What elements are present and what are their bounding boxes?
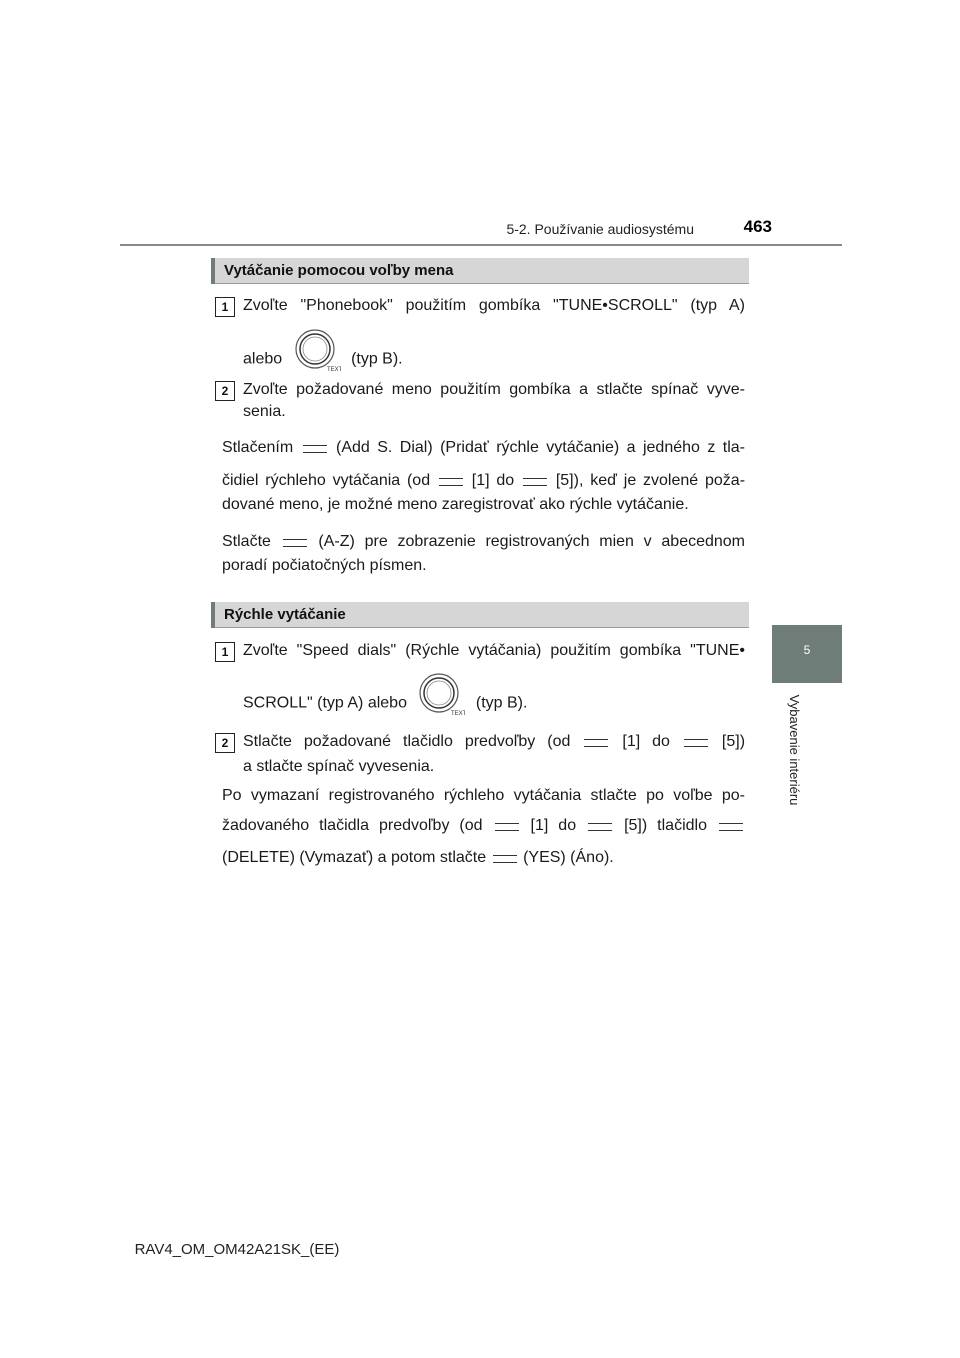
note-text: dované meno, je možné meno zaregistrovať ako rýchle vytáčanie.	[222, 496, 689, 513]
step-number: 1	[215, 297, 235, 317]
step-text: Stlačte požadované tlačidlo predvoľby (od [1] do [5])	[243, 733, 746, 750]
button-icon	[523, 476, 547, 486]
page-header	[120, 212, 842, 246]
button-icon	[303, 443, 327, 453]
chapter-number: 5	[803, 643, 811, 657]
svg-text:TEXT: TEXT	[326, 367, 341, 373]
button-icon	[495, 821, 519, 831]
note-text: čidiel rýchleho vytáčania (od [1] do [5]), keď je zvolené poža-	[222, 472, 746, 489]
button-icon	[584, 737, 608, 747]
step-number: 1	[215, 642, 235, 662]
button-icon	[283, 537, 307, 547]
chapter-tab	[772, 625, 842, 683]
tune-knob-icon	[417, 671, 465, 736]
button-icon	[684, 737, 708, 747]
button-icon	[588, 821, 612, 831]
svg-text:TEXT: TEXT	[451, 711, 466, 717]
document-code-footer: RAV4_OM_OM42A21SK_(EE)	[134, 1241, 340, 1258]
note-text: poradí počiatočných písmen.	[222, 557, 427, 574]
section-heading-name-dialing	[211, 258, 749, 284]
note-text: Stlačte (A-Z) pre zobrazenie registrovaných mien v abecednom	[222, 533, 746, 550]
step-text: alebo TEXT (typ B).	[243, 327, 403, 373]
section-reference: 5-2. Používanie audiosystému	[506, 221, 694, 237]
button-icon	[719, 821, 743, 831]
note-text: Stlačením (Add S. Dial) (Pridať rýchle vytáčanie) a jedného z tla-	[222, 439, 746, 456]
step-text: Zvoľte "Phonebook" použitím gombíka "TUNE•SCROLL" (typ A)	[243, 297, 745, 314]
note-text: žadovaného tlačidla predvoľby (od [1] do [5]) tlačidlo	[222, 817, 745, 835]
step-text: a stlačte spínač vyvesenia.	[243, 758, 435, 775]
step-number: 2	[215, 381, 235, 401]
step-number: 2	[215, 733, 235, 753]
note-text: (DELETE) (Vymazať) a potom stlačte (YES) (Áno).	[222, 849, 614, 866]
section-heading-text: Rýchle vytáčanie	[224, 606, 346, 623]
chapter-title: Vybavenie interiéru	[787, 694, 802, 806]
step-text: Zvoľte požadované meno použitím gombíka a stlačte spínač vyve-	[243, 381, 745, 398]
step-text: SCROLL" (typ A) alebo TEXT (typ B).	[243, 671, 527, 717]
section-heading-speed-dial	[211, 602, 749, 628]
note-text: Po vymazaní registrovaného rýchleho vytáčania stlačte po voľbe po-	[222, 787, 745, 804]
page-number: 463	[743, 217, 772, 236]
section-heading-text: Vytáčanie pomocou voľby mena	[224, 262, 454, 279]
button-icon	[493, 853, 517, 863]
step-text: senia.	[243, 403, 286, 420]
step-text: Zvoľte "Speed dials" (Rýchle vytáčania) použitím gombíka "TUNE•	[243, 642, 745, 659]
button-icon	[439, 476, 463, 486]
